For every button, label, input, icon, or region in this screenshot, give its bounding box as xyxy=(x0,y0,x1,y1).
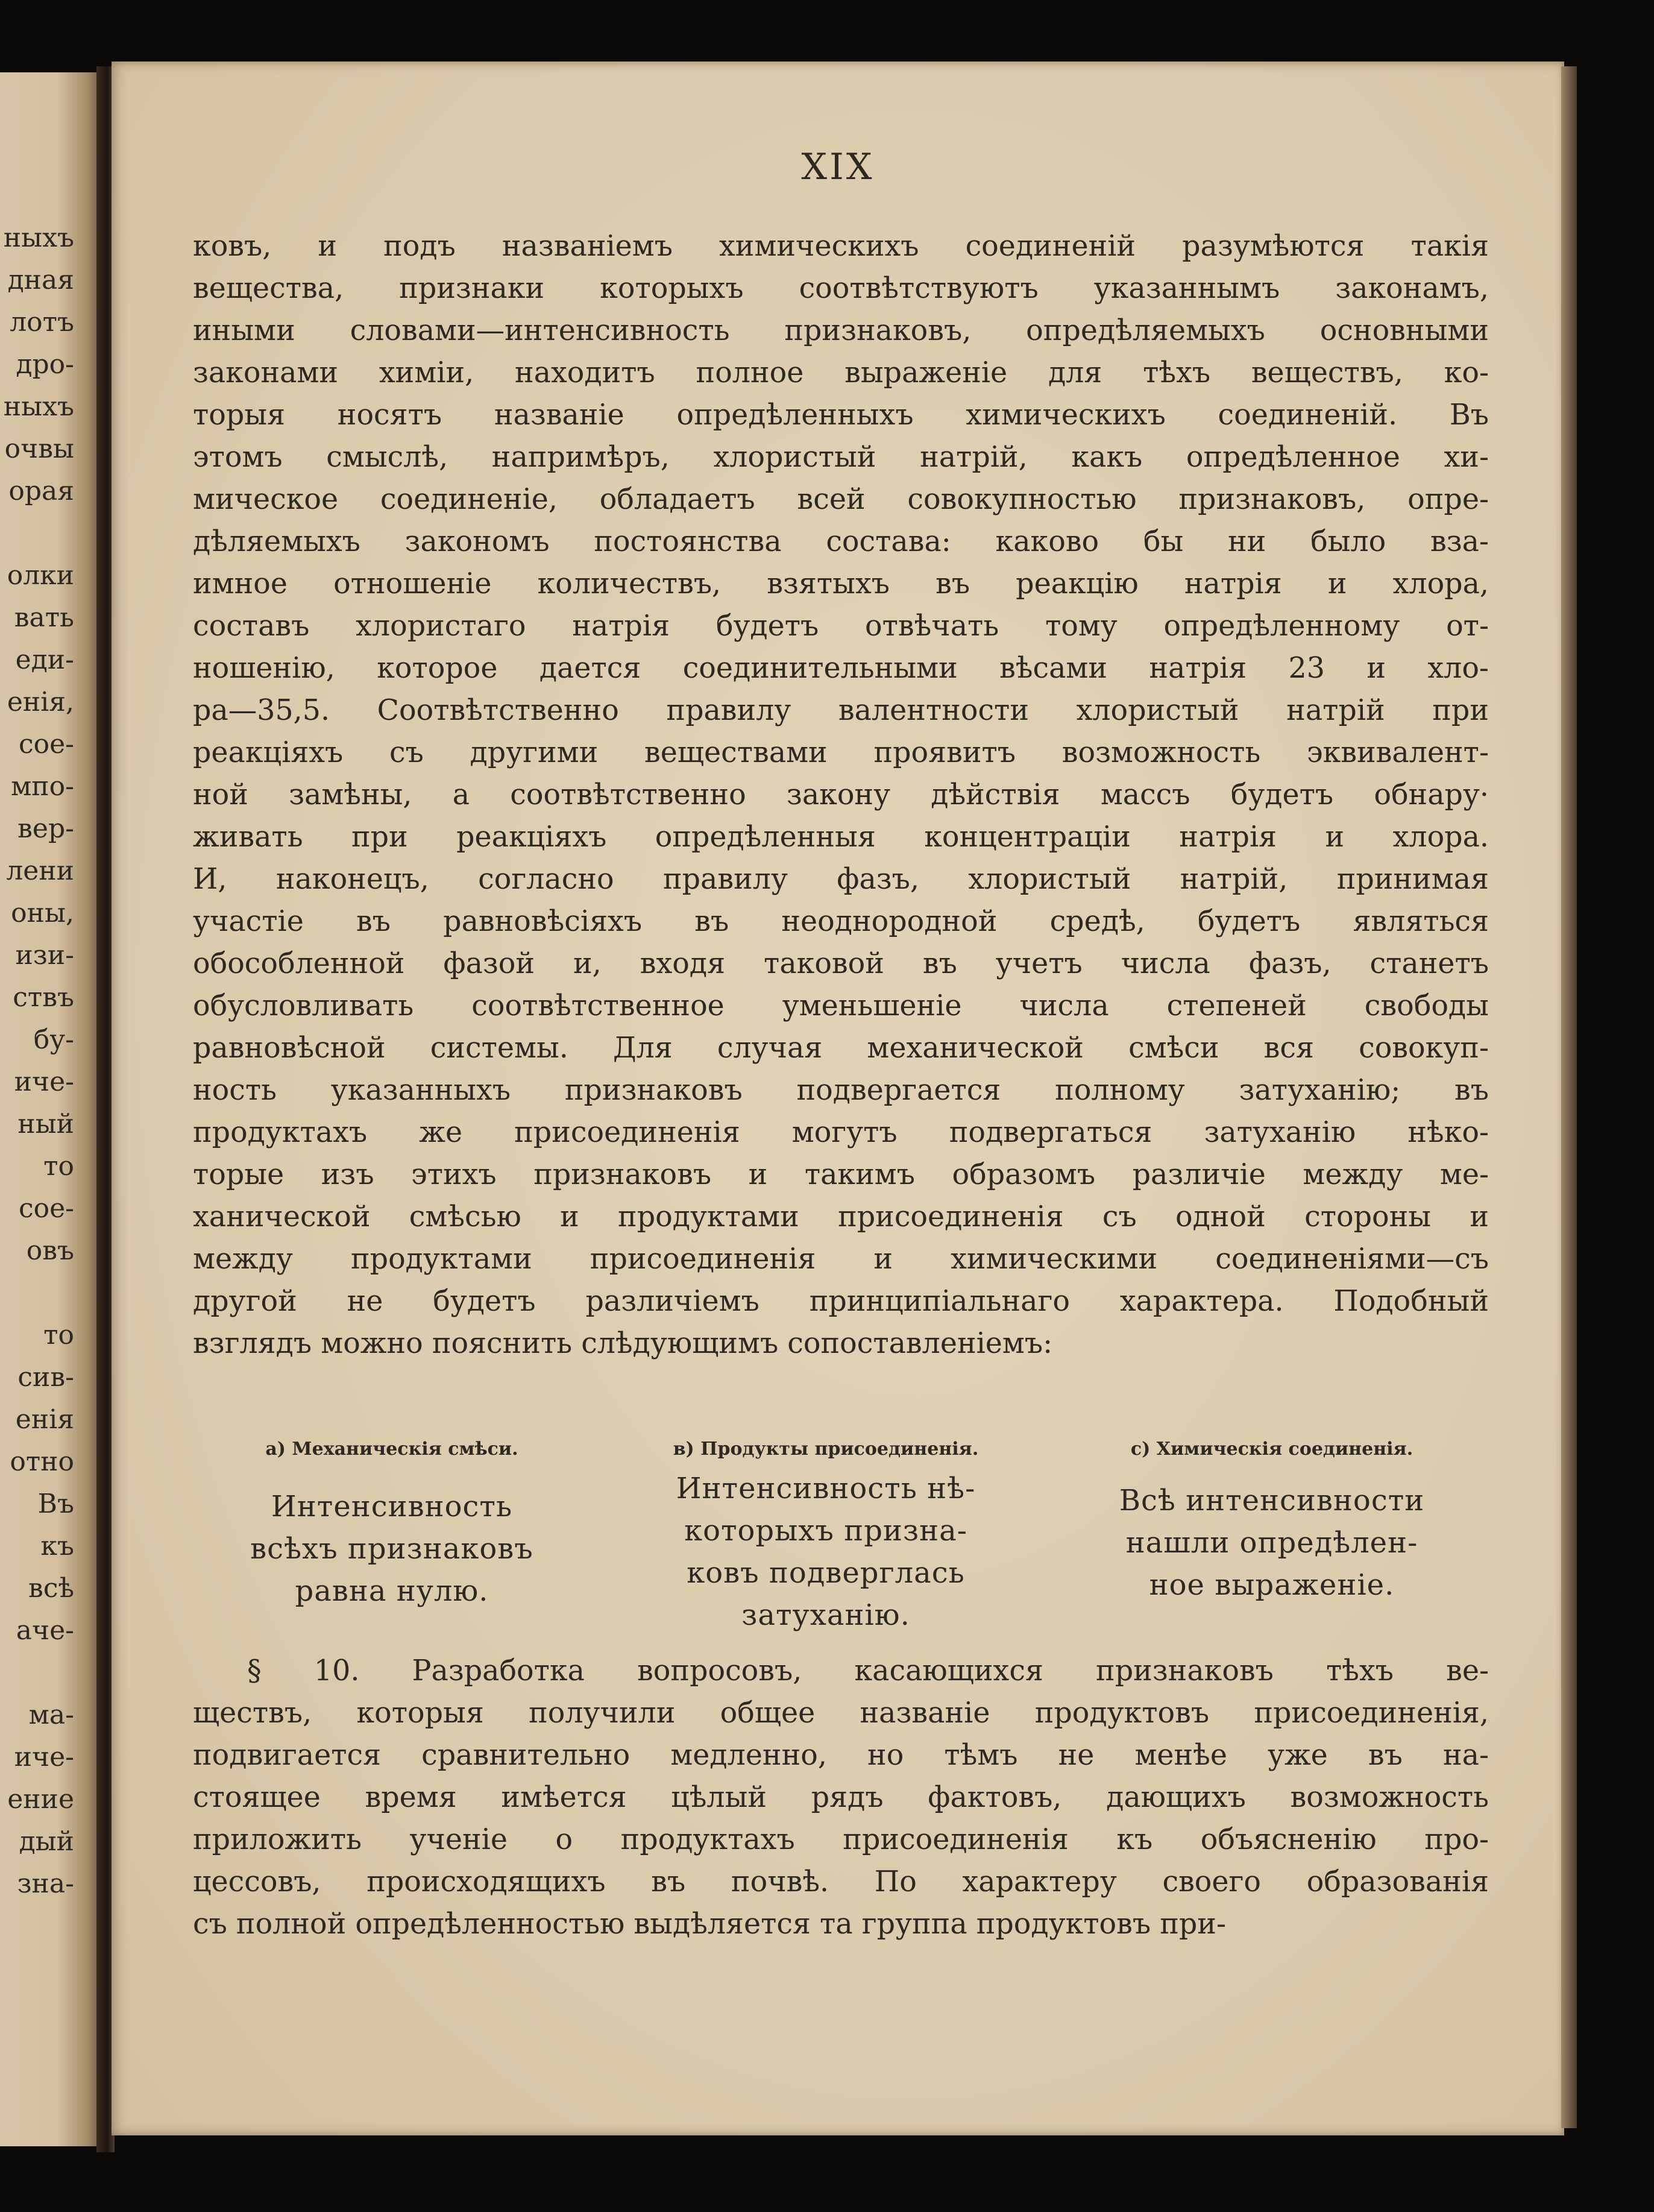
text-line: взглядъ можно пояснить слѣдующимъ сопоставленіемъ: xyxy=(193,1327,1053,1360)
previous-page-edge xyxy=(0,72,105,2146)
text-line: обусловливать соотвѣтственное уменьшеніе числа степеней свободы xyxy=(193,989,1489,1022)
text-line: съ полной опредѣленностью выдѣляется та группа продуктовъ при- xyxy=(193,1908,1226,1941)
page-edge xyxy=(1561,66,1577,2128)
column-line: Интенсивность xyxy=(271,1490,513,1524)
fragment-line: енія, xyxy=(7,687,74,717)
page-number: XIX xyxy=(801,146,875,188)
fragment-line: овъ xyxy=(26,1235,74,1266)
column-line: ковъ подверглась xyxy=(687,1556,965,1590)
text-line: ковъ, и подъ названіемъ химическихъ соединеній разумѣются такія xyxy=(193,230,1489,263)
fragment-line: сив- xyxy=(17,1362,74,1393)
fragment-line: енія xyxy=(15,1404,74,1435)
fragment-line: вать xyxy=(14,602,74,633)
text-line: живать при реакціяхъ опредѣленныя концентраціи натрія и хлора. xyxy=(193,821,1489,854)
text-line: участіе въ равновѣсіяхъ въ неоднородной средѣ, будетъ являться xyxy=(193,905,1489,938)
fragment-line: аче- xyxy=(16,1615,74,1646)
fragment-line: олки xyxy=(7,560,74,591)
fragment-line: бу- xyxy=(33,1024,74,1055)
fragment-line: всѣ xyxy=(28,1573,74,1604)
fragment-line: ныхъ xyxy=(3,391,74,422)
page xyxy=(112,61,1564,2135)
fragment-line: ение xyxy=(7,1784,74,1815)
fragment-line: дый xyxy=(19,1826,74,1857)
text-line: обособленной фазой и, входя таковой въ учетъ числа фазъ, станетъ xyxy=(193,947,1489,980)
text-line: между продуктами присоединенія и химическими соединеніями—съ xyxy=(193,1243,1489,1276)
column-line: равна нулю. xyxy=(295,1574,489,1608)
text-line: И, наконецъ, согласно правилу фазъ, хлористый натрій, принимая xyxy=(193,863,1489,896)
text-line: составъ хлористаго натрія будетъ отвѣчать тому опредѣленному от- xyxy=(193,610,1489,643)
column-line: всѣхъ признаковъ xyxy=(250,1532,533,1566)
text-line: ществъ, которыя получили общее названіе продуктовъ присоединенія, xyxy=(193,1697,1489,1730)
fragment-line: Въ xyxy=(37,1489,74,1519)
fragment-line: то xyxy=(43,1151,74,1182)
column-line: затуханію. xyxy=(741,1598,910,1632)
fragment-line: дро- xyxy=(16,349,74,380)
fragment-line: лотъ xyxy=(10,307,74,338)
fragment-line: изи- xyxy=(15,940,74,971)
column-line: ное выраженіе. xyxy=(1149,1568,1395,1602)
main-paragraph xyxy=(193,225,1489,1365)
column-heading: а) Механическія смѣси. xyxy=(265,1438,518,1460)
text-line: ра—35,5. Соотвѣтственно правилу валентности хлористый натрій при xyxy=(193,694,1489,727)
text-line: другой не будетъ различіемъ принципіальнаго характера. Подобный xyxy=(193,1285,1489,1318)
text-line: равновѣсной системы. Для случая механической смѣси вся совокуп- xyxy=(193,1032,1489,1065)
column-line: которыхъ призна- xyxy=(684,1514,967,1548)
fragment-line: иче- xyxy=(14,1067,74,1097)
fragment-line: вер- xyxy=(17,813,74,844)
fragment-line xyxy=(0,512,74,555)
previous-page-text-fragments xyxy=(0,217,74,1905)
fragment-line: мпо- xyxy=(11,771,74,802)
fragment-line: соe- xyxy=(18,729,74,760)
text-line: ной замѣны, а соотвѣтственно закону дѣйствія массъ будетъ обнару· xyxy=(193,778,1489,811)
column-heading: в) Продукты присоединенія. xyxy=(673,1438,979,1460)
fragment-line: ма- xyxy=(28,1700,74,1730)
column-line: Всѣ интенсивности xyxy=(1119,1484,1425,1517)
fragment-line xyxy=(0,1272,74,1314)
text-line: ханической смѣсью и продуктами присоединенія съ одной стороны и xyxy=(193,1200,1489,1234)
fragment-line: къ xyxy=(40,1531,74,1561)
text-line: иными словами—интенсивность признаковъ, опредѣляемыхъ основными xyxy=(193,314,1489,347)
text-line: продуктахъ же присоединенія могутъ подвергаться затуханію нѣко- xyxy=(193,1116,1489,1149)
text-line: приложить ученіе о продуктахъ присоединенія къ объясненію про- xyxy=(193,1823,1489,1856)
comparison-column-mechanical xyxy=(193,1431,591,1612)
fragment-line xyxy=(0,1652,74,1694)
text-line: торыя носятъ названіе опредѣленныхъ химическихъ соединеній. Въ xyxy=(193,399,1489,432)
text-line: вещества, признаки которыхъ соотвѣтствуютъ указаннымъ законамъ, xyxy=(193,272,1489,305)
fragment-line: дная xyxy=(7,265,74,295)
fragment-line: орая xyxy=(8,476,74,506)
fragment-line: ный xyxy=(17,1109,74,1139)
fragment-line: ныхъ xyxy=(3,222,74,253)
fragment-line: иче- xyxy=(14,1742,74,1772)
fragment-line: ствъ xyxy=(13,982,74,1013)
text-line: подвигается сравнительно медленно, но тѣмъ не менѣе уже въ на- xyxy=(193,1739,1489,1772)
text-line: ность указанныхъ признаковъ подвергается полному затуханію; въ xyxy=(193,1074,1489,1107)
section-10-paragraph xyxy=(193,1650,1489,1946)
comparison-column-chemical-compounds xyxy=(1055,1431,1489,1606)
fragment-line: лени xyxy=(6,855,74,886)
comparison-table xyxy=(193,1431,1489,1654)
fragment-line: зна- xyxy=(17,1868,74,1899)
column-line: нашли опредѣлен- xyxy=(1125,1526,1418,1560)
text-line: торые изъ этихъ признаковъ и такимъ образомъ различіе между ме- xyxy=(193,1158,1489,1191)
text-line: имное отношеніе количествъ, взятыхъ въ реакцію натрія и хлора, xyxy=(193,567,1489,600)
text-line: ношенію, которое дается соединительными вѣсами натрія 23 и хло- xyxy=(193,652,1489,685)
text-line: реакціяхъ съ другими веществами проявитъ возможность эквивалент- xyxy=(193,736,1489,769)
fragment-line: сое- xyxy=(18,1193,74,1224)
fragment-line: отно xyxy=(10,1446,74,1477)
text-line: дѣляемыхъ закономъ постоянства состава: каково бы ни было вза- xyxy=(193,525,1489,558)
fragment-line: оны, xyxy=(11,898,74,928)
text-line: законами химіи, находитъ полное выраженіе для тѣхъ веществъ, ко- xyxy=(193,356,1489,389)
comparison-column-addition-products xyxy=(615,1431,1037,1636)
text-line: § 10. Разработка вопросовъ, касающихся признаковъ тѣхъ ве- xyxy=(247,1654,1489,1687)
text-line: этомъ смыслѣ, напримѣръ, хлористый натрій, какъ опредѣленное хи- xyxy=(193,441,1489,474)
fragment-line: то xyxy=(43,1320,74,1350)
text-line: стоящее время имѣется цѣлый рядъ фактовъ, дающихъ возможность xyxy=(193,1781,1489,1814)
fragment-line: еди- xyxy=(15,644,74,675)
column-heading: с) Химическія соединенія. xyxy=(1130,1438,1413,1460)
text-line: цессовъ, происходящихъ въ почвѣ. По характеру своего образованія xyxy=(193,1865,1489,1898)
fragment-line: очвы xyxy=(4,433,74,464)
column-line: Интенсивность нѣ- xyxy=(676,1472,976,1505)
text-line: мическое соединеніе, обладаетъ всей совокупностью признаковъ, опре- xyxy=(193,483,1489,516)
